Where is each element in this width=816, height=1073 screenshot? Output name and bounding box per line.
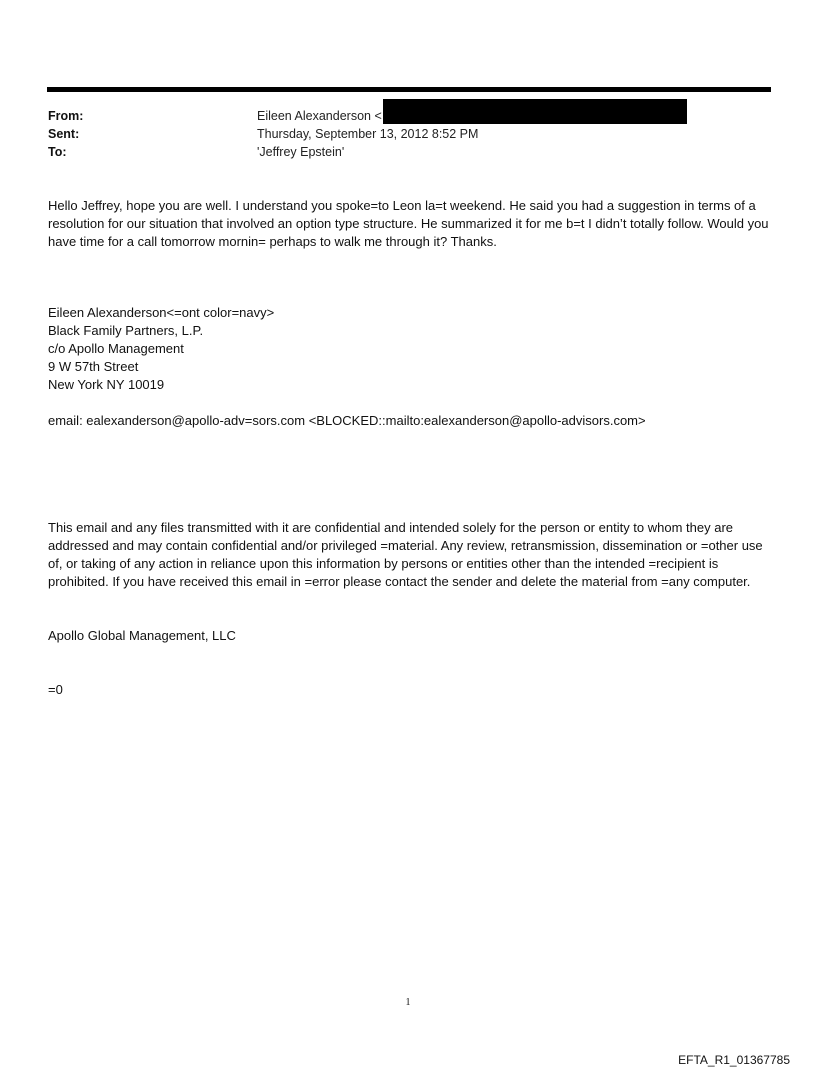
signature-company: Black Family Partners, L.P. — [48, 323, 204, 338]
trailer-text: =0 — [48, 682, 63, 697]
disclaimer-paragraph: This email and any files transmitted with it are confidential and intended solely for the person or entity to whom they are addressed and may contain confidential and/or privileged =material. Any review, retransmission, dissemination or =other use of, or taking of any action in reliance upon this information by persons or entities other than the intended =recipient is prohibited. If you have received this email in =error please contact the sender and delete the material from =any computer. — [48, 520, 763, 589]
company-name: Apollo Global Management, LLC — [48, 628, 236, 643]
to-label: To: — [48, 145, 67, 159]
sent-value: Thursday, September 13, 2012 8:52 PM — [257, 127, 479, 141]
signature-care-of: c/o Apollo Management — [48, 341, 184, 356]
signature-block — [48, 304, 773, 394]
to-value: 'Jeffrey Epstein' — [257, 145, 345, 159]
header-rule — [47, 87, 771, 92]
company-line — [48, 627, 773, 645]
signature-street: 9 W 57th Street — [48, 359, 139, 374]
redaction-block — [383, 99, 687, 124]
disclaimer-block — [48, 519, 773, 591]
email-line — [48, 412, 773, 430]
sent-label: Sent: — [48, 127, 80, 141]
page-number: 1 — [405, 997, 411, 1008]
from-value: Eileen Alexanderson < — [257, 109, 382, 123]
signature-city: New York NY 10019 — [48, 377, 165, 392]
message-paragraph: Hello Jeffrey, hope you are well. I understand you spoke=to Leon la=t weekend. He said you had a suggestion in terms of a resolution for our situation that involved an option type structure. He summarized it for me b=t I didn’t totally follow. Would you have time for a call tomorrow mornin= perhaps to walk me through it? Thanks. — [48, 198, 769, 249]
signature-name: Eileen Alexanderson<=ont color=navy> — [48, 305, 275, 320]
message-body — [48, 197, 773, 251]
document-id: EFTA_R1_01367785 — [678, 1053, 790, 1067]
email-address-text: email: ealexanderson@apollo-adv=sors.com <BLOCKED::mailto:ealexanderson@apollo-advisors.com> — [48, 413, 646, 428]
trailer-line — [48, 681, 773, 699]
from-label: From: — [48, 109, 84, 123]
